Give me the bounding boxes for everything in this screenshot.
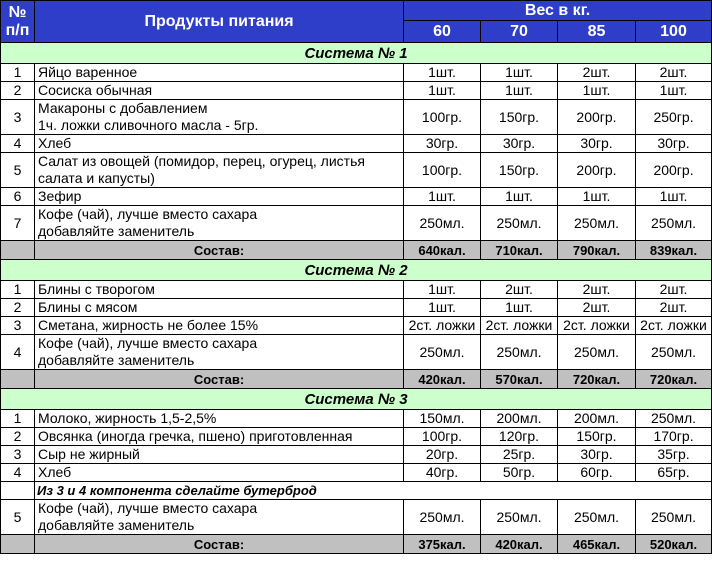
number-header-line-1: № (8, 3, 27, 21)
portion-value: 30гр. (558, 446, 636, 464)
portion-value: 30гр. (558, 135, 636, 153)
portion-value: 1шт. (636, 82, 712, 100)
table-row (1, 135, 712, 153)
portion-value: 150мл. (404, 410, 481, 428)
portion-value: 65гр. (636, 464, 712, 482)
total-label: Состав: (35, 370, 404, 389)
product-name (35, 464, 404, 482)
portion-value: 250мл. (558, 500, 636, 535)
table-row (1, 410, 712, 428)
system-title-row (1, 260, 712, 281)
portion-value: 2шт. (558, 281, 636, 299)
portion-value: 200мл. (481, 410, 558, 428)
product-column-header: Продукты питания (35, 1, 404, 43)
total-row (1, 241, 712, 260)
portion-value: 60гр. (558, 464, 636, 482)
product-name-line: Зефир (38, 188, 82, 204)
table-row (1, 317, 712, 335)
portion-value: 1шт. (481, 299, 558, 317)
product-name-line: добавляйте заменитель (38, 223, 195, 239)
total-label: Состав: (35, 241, 404, 260)
table-row (1, 82, 712, 100)
product-name-line: Яйцо варенное (38, 64, 138, 80)
product-name-line: Блины с творогом (38, 281, 155, 297)
product-name-line: Кофе (чай), лучше вместо сахара (38, 335, 258, 351)
calorie-total: 375кал. (404, 535, 481, 554)
product-name-line: Овсянка (иногда гречка, пшено) приготовленная (38, 428, 353, 444)
product-name-line: добавляйте заменитель (38, 352, 195, 368)
portion-value: 2шт. (558, 299, 636, 317)
portion-value: 250мл. (481, 500, 558, 535)
product-name (35, 206, 404, 241)
calorie-total: 570кал. (481, 370, 558, 389)
portion-value: 2шт. (481, 281, 558, 299)
row-number: 5 (1, 153, 35, 188)
calorie-total: 420кал. (481, 535, 558, 554)
row-number: 7 (1, 206, 35, 241)
weight-header-60: 60 (404, 21, 481, 43)
product-name (35, 410, 404, 428)
portion-value: 1шт. (404, 299, 481, 317)
row-number: 4 (1, 464, 35, 482)
portion-value: 100гр. (404, 153, 481, 188)
portion-value: 250мл. (636, 410, 712, 428)
row-number: 3 (1, 317, 35, 335)
row-number: 4 (1, 135, 35, 153)
portion-value: 250мл. (404, 206, 481, 241)
table-row (1, 446, 712, 464)
weight-header-70: 70 (481, 21, 558, 43)
product-name-line: добавляйте заменитель (38, 517, 195, 533)
portion-value: 2шт. (558, 64, 636, 82)
row-number: 2 (1, 82, 35, 100)
portion-value: 35гр. (636, 446, 712, 464)
product-name-line: Хлеб (38, 135, 72, 151)
portion-value: 2ст. ложки (481, 317, 558, 335)
portion-value: 250мл. (636, 335, 712, 370)
table-row (1, 100, 712, 135)
product-name (35, 335, 404, 370)
table-row (1, 206, 712, 241)
table-row (1, 188, 712, 206)
portion-value: 100гр. (404, 100, 481, 135)
portion-value: 50гр. (481, 464, 558, 482)
product-name-line: Молоко, жирность 1,5-2,5% (38, 410, 217, 426)
product-name-line: Салат из овощей (помидор, перец, огурец, листья (38, 153, 365, 169)
total-empty-cell (1, 241, 35, 260)
portion-value: 200гр. (558, 153, 636, 188)
row-number: 1 (1, 281, 35, 299)
portion-value: 25гр. (481, 446, 558, 464)
note-empty-cell (1, 482, 35, 500)
system-title: Система № 2 (1, 260, 712, 281)
product-name-line: Кофе (чай), лучше вместо сахара (38, 206, 258, 222)
portion-value: 20гр. (404, 446, 481, 464)
portion-value: 30гр. (481, 135, 558, 153)
portion-value: 150гр. (481, 153, 558, 188)
product-name (35, 446, 404, 464)
system-title: Система № 1 (1, 43, 712, 64)
product-name (35, 317, 404, 335)
sandwich-note: Из 3 и 4 компонента сделайте бутерброд (35, 482, 712, 500)
table-row (1, 153, 712, 188)
weight-group-header: Вес в кг. (404, 1, 712, 21)
row-number: 6 (1, 188, 35, 206)
product-name (35, 428, 404, 446)
weight-header-85: 85 (558, 21, 636, 43)
portion-value: 200гр. (636, 153, 712, 188)
table-header (1, 1, 712, 43)
portion-value: 1шт. (481, 64, 558, 82)
total-empty-cell (1, 535, 35, 554)
calorie-total: 710кал. (481, 241, 558, 260)
system-title-row (1, 389, 712, 410)
portion-value: 2ст. ложки (404, 317, 481, 335)
portion-value: 250мл. (558, 206, 636, 241)
product-name-line: салата и капусты) (38, 170, 155, 186)
portion-value: 250мл. (404, 335, 481, 370)
portion-value: 1шт. (558, 82, 636, 100)
product-name (35, 153, 404, 188)
portion-value: 250мл. (481, 335, 558, 370)
product-name (35, 188, 404, 206)
calorie-total: 790кал. (558, 241, 636, 260)
product-name-line: Макароны с добавлением (38, 100, 208, 116)
portion-value: 2шт. (636, 299, 712, 317)
table-row (1, 281, 712, 299)
portion-value: 2шт. (636, 281, 712, 299)
portion-value: 150гр. (558, 428, 636, 446)
total-row (1, 535, 712, 554)
portion-value: 2шт. (636, 64, 712, 82)
portion-value: 1шт. (558, 188, 636, 206)
table-row (1, 428, 712, 446)
system-title: Система № 3 (1, 389, 712, 410)
portion-value: 250мл. (636, 500, 712, 535)
weight-header-100: 100 (636, 21, 712, 43)
portion-value: 250мл. (481, 206, 558, 241)
row-number: 1 (1, 64, 35, 82)
product-name (35, 299, 404, 317)
portion-value: 100гр. (404, 428, 481, 446)
portion-value: 30гр. (404, 135, 481, 153)
portion-value: 1шт. (481, 188, 558, 206)
portion-value: 200мл. (558, 410, 636, 428)
note-row (1, 482, 712, 500)
portion-value: 250мл. (558, 335, 636, 370)
row-number: 5 (1, 500, 35, 535)
calorie-total: 420кал. (404, 370, 481, 389)
portion-value: 1шт. (404, 281, 481, 299)
row-number: 3 (1, 100, 35, 135)
portion-value: 250мл. (636, 206, 712, 241)
product-name (35, 281, 404, 299)
table-row (1, 64, 712, 82)
row-number: 3 (1, 446, 35, 464)
number-column-header (1, 1, 35, 43)
portion-value: 150гр. (481, 100, 558, 135)
portion-value: 170гр. (636, 428, 712, 446)
product-name-line: Сыр не жирный (38, 446, 140, 462)
calorie-total: 640кал. (404, 241, 481, 260)
system-title-row (1, 43, 712, 64)
product-name-line: Хлеб (38, 464, 72, 480)
portion-value: 250мл. (404, 500, 481, 535)
total-row (1, 370, 712, 389)
portion-value: 30гр. (636, 135, 712, 153)
product-name (35, 82, 404, 100)
portion-value: 1шт. (636, 188, 712, 206)
calorie-total: 465кал. (558, 535, 636, 554)
row-number: 1 (1, 410, 35, 428)
portion-value: 1шт. (404, 188, 481, 206)
portion-value: 1шт. (404, 82, 481, 100)
table-row (1, 299, 712, 317)
calorie-total: 720кал. (558, 370, 636, 389)
portion-value: 120гр. (481, 428, 558, 446)
portion-value: 250гр. (636, 100, 712, 135)
table-body (1, 43, 712, 554)
product-name-line: 1ч. ложки сливочного масла - 5гр. (38, 117, 259, 133)
product-name-line: Кофе (чай), лучше вместо сахара (38, 500, 258, 516)
portion-value: 1шт. (404, 64, 481, 82)
product-name-line: Сметана, жирность не более 15% (38, 317, 259, 333)
total-label: Состав: (35, 535, 404, 554)
calorie-total: 520кал. (636, 535, 712, 554)
product-name (35, 500, 404, 535)
portion-value: 40гр. (404, 464, 481, 482)
portion-value: 200гр. (558, 100, 636, 135)
number-header-line-2: п/п (5, 21, 30, 39)
product-name-line: Сосиска обычная (38, 82, 153, 98)
calorie-total: 720кал. (636, 370, 712, 389)
calorie-total: 839кал. (636, 241, 712, 260)
row-number: 4 (1, 335, 35, 370)
table-row (1, 500, 712, 535)
row-number: 2 (1, 299, 35, 317)
portion-value: 2ст. ложки (558, 317, 636, 335)
product-name (35, 100, 404, 135)
product-name (35, 135, 404, 153)
product-name-line: Блины с мясом (38, 299, 138, 315)
product-name (35, 64, 404, 82)
table-row (1, 464, 712, 482)
row-number: 2 (1, 428, 35, 446)
portion-value: 1шт. (481, 82, 558, 100)
portion-value: 2ст. ложки (636, 317, 712, 335)
table-row (1, 335, 712, 370)
total-empty-cell (1, 370, 35, 389)
